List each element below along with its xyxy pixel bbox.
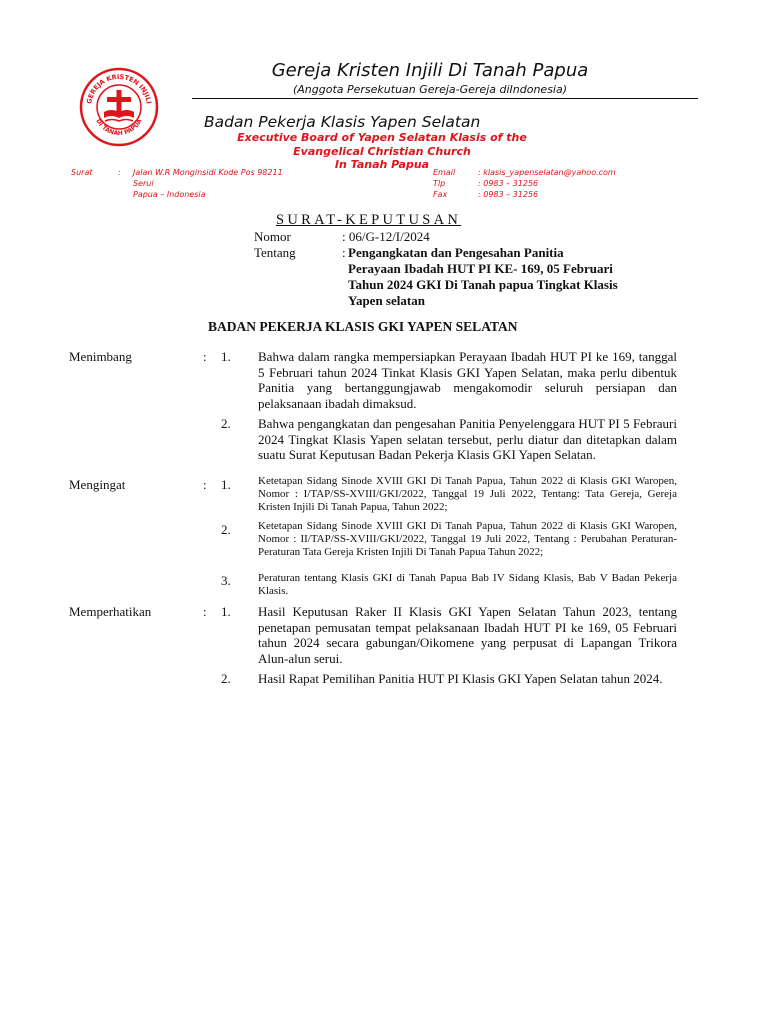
item-number: 2.	[221, 522, 231, 537]
contact-values	[478, 167, 616, 200]
mengingat-item-3: Peraturan tentang Klasis GKI di Tanah Papua Bab IV Sidang Klasis, Bab V Badan Pekerja Klasis.	[258, 572, 677, 597]
tentang-value	[348, 245, 688, 309]
church-seal-logo	[78, 66, 160, 148]
org-title: Gereja Kristen Injili Di Tanah Papua	[271, 60, 589, 81]
memperhatikan-label: Memperhatikan	[69, 604, 152, 619]
exec-board-english	[190, 131, 574, 172]
item-number: 2.	[221, 416, 231, 431]
mengingat-colon: :	[203, 477, 207, 492]
tlp-value: : 0983 – 31256	[478, 179, 539, 188]
memperhatikan-colon: :	[203, 604, 207, 619]
header-rule	[192, 98, 698, 99]
tentang-colon: :	[342, 245, 346, 260]
fax-label: Fax	[433, 190, 448, 199]
memperhatikan-item-1: Hasil Keputusan Raker II Klasis GKI Yapen Selatan Tahun 2023, tentang penetapan pemusatan tempat pelaksanaan Ibadah HUT PI ke 169, 05 Februari tahun 2024 secara gabungan/Oikomene yang perpusat di Lapangan Trikora Alun-alun serui.	[258, 604, 677, 666]
exec-line: Evangelical Christian Church	[293, 144, 471, 158]
org-subtitle: (Anggota Persekutuan Gereja-Gereja diIndonesia)	[292, 83, 568, 96]
item-number: 3.	[221, 573, 231, 588]
exec-line: In Tanah Papua	[334, 158, 430, 171]
address-line: Jalan W.R Monginsidi Kode Pos 98211	[133, 168, 283, 177]
svg-text:DI TANAH PAPUA: DI TANAH PAPUA	[94, 117, 144, 138]
item-number: 1.	[221, 349, 231, 364]
decree-title: SURAT-KEPUTUSAN	[276, 212, 462, 228]
mengingat-item-1: Ketetapan Sidang Sinode XVIII GKI Di Tanah Papua, Tahun 2022 di Klasis GKI Waropen, Nomor : I/TAP/SS-XVIII/GKI/2022, Tanggal 19 Juli 2022, Tentang: Tata Gereja, Gereja Kristen Injili Di Tanah Papua, Tahun 2022;	[258, 475, 677, 513]
address-line: Serui	[133, 179, 154, 188]
email-label: Email	[433, 168, 456, 177]
tlp-label: Tlp	[433, 179, 446, 188]
menimbang-label: Menimbang	[69, 349, 132, 364]
tentang-line: Tahun 2024 GKI Di Tanah papua Tingkat Klasis	[348, 277, 618, 292]
surat-label: Surat	[71, 168, 93, 177]
item-number: 1.	[221, 477, 231, 492]
mengingat-item-2: Ketetapan Sidang Sinode XVIII GKI Di Tanah Papua, Tahun 2022 di Klasis GKI Waropen, Nomor : II/TAP/SS-XVIII/GKI/2022, Tanggal 19 Juli 2022, Tentang : Perubahan Peraturan-Peraturan Tata Gereja Kristen Injili Di Tanah Papua Tahun 2022;	[258, 520, 677, 558]
address-line: Papua – Indonesia	[133, 190, 206, 199]
tentang-line: Yapen selatan	[348, 293, 425, 308]
mengingat-label: Mengingat	[69, 477, 126, 492]
nomor-label: Nomor	[254, 229, 291, 244]
nomor-value: : 06/G-12/I/2024	[342, 229, 430, 244]
email-value: : klasis_yapenselatan@yahoo.com	[478, 168, 616, 177]
board-title: Badan Pekerja Klasis Yapen Selatan	[204, 113, 481, 131]
fax-value: : 0983 – 31256	[478, 190, 539, 199]
item-number: 1.	[221, 604, 231, 619]
menimbang-colon: :	[203, 349, 207, 364]
tentang-label: Tentang	[254, 245, 296, 260]
menimbang-item-1: Bahwa dalam rangka mempersiapkan Perayaan Ibadah HUT PI ke 169, tanggal 5 Februari tahun 2024 Tinkat Klasis GKI Yapen Selatan, maka perlu dibentuk Panitia yang bertanggungjawab mengakomodir seluruh persiapan dan pelaksanaan ibadah dimaksud.	[258, 349, 677, 411]
item-number: 2.	[221, 671, 231, 686]
contact-labels	[433, 167, 455, 200]
board-heading: BADAN PEKERJA KLASIS GKI YAPEN SELATAN	[208, 319, 518, 334]
tentang-line: Perayaan Ibadah HUT PI KE- 169, 05 Februari	[348, 261, 613, 276]
tentang-line: Pengangkatan dan Pengesahan Panitia	[348, 245, 564, 260]
exec-line: Executive Board of Yapen Selatan Klasis of the	[237, 131, 527, 144]
address-block	[133, 167, 283, 200]
menimbang-item-2: Bahwa pengangkatan dan pengesahan Panitia Penyelenggara HUT PI 5 Febrauri 2024 Tingkat Klasis Yapen selatan tersebut, perlu diatur dan ditetapkan dalam suatu Surat Keputusan Badan Pekerja Klasis GKI Yapen Selatan.	[258, 416, 677, 462]
svg-text:GEREJA KRISTEN INJILI: GEREJA KRISTEN INJILI	[85, 72, 153, 105]
surat-colon: :	[118, 168, 121, 177]
memperhatikan-item-2: Hasil Rapat Pemilihan Panitia HUT PI Klasis GKI Yapen Selatan tahun 2024.	[258, 671, 663, 686]
